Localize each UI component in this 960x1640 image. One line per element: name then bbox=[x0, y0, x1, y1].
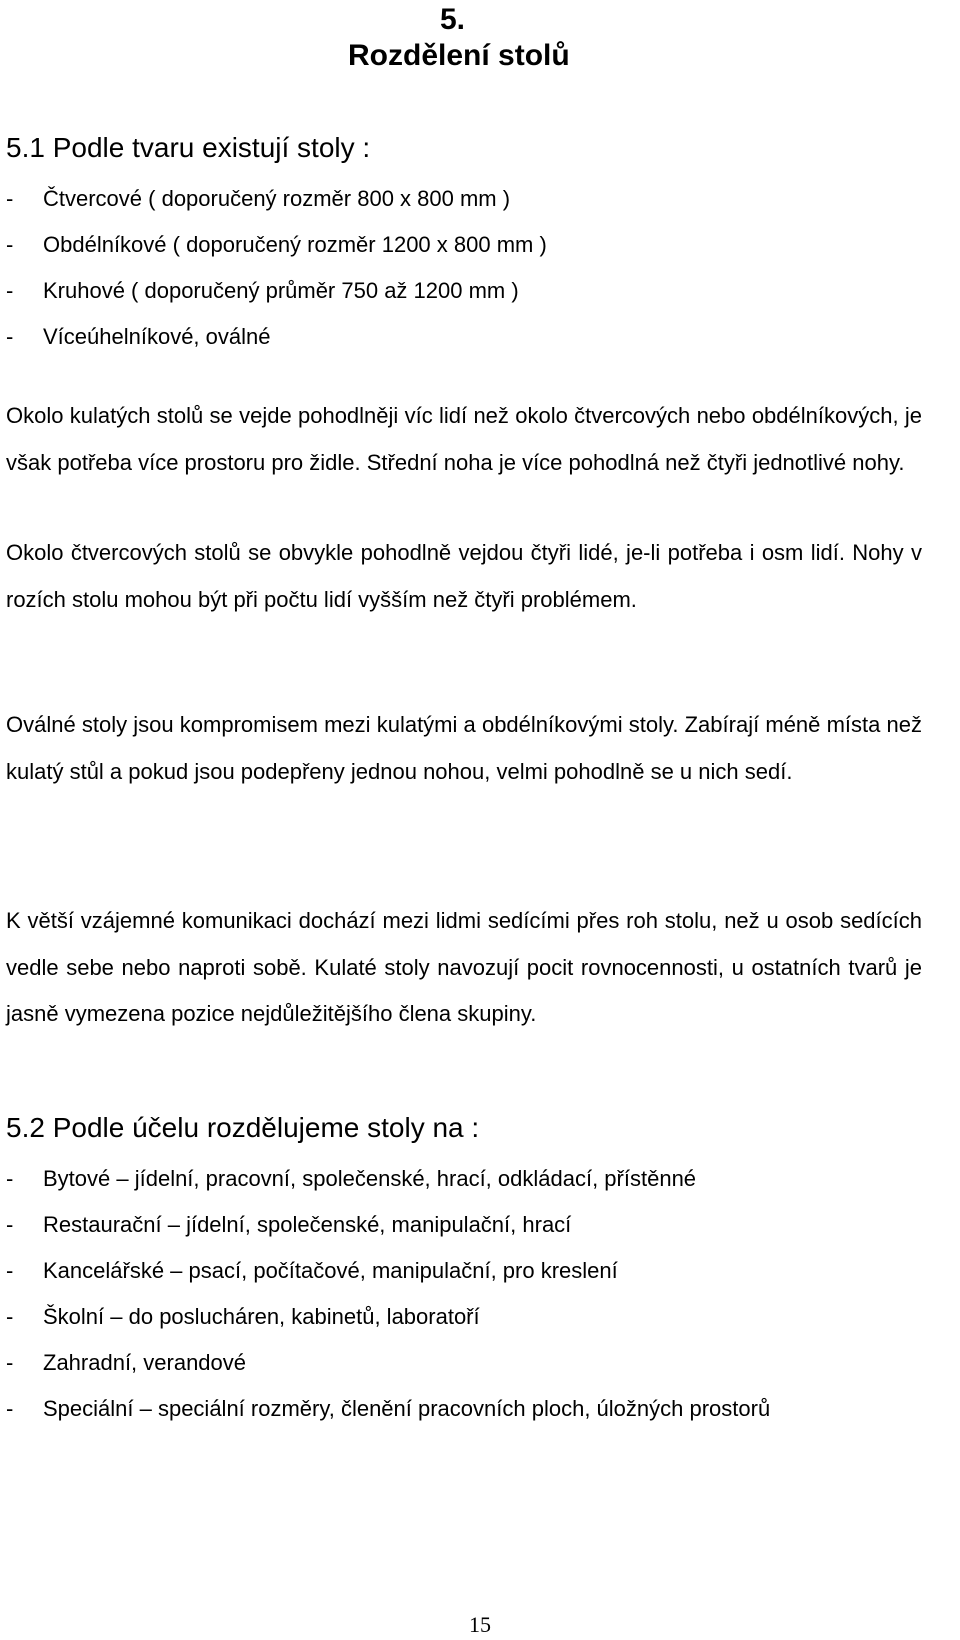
paragraph-square-tables: Okolo čtvercových stolů se obvykle pohodlně vejdou čtyři lidé, je-li potřeba i osm lidí. Nohy v rozích stolu mohou být při počtu lidí vyšším než čtyři problémem. bbox=[6, 540, 922, 612]
list-bullet: - bbox=[6, 1166, 14, 1191]
list-item-text: Víceúhelníkové, oválné bbox=[43, 324, 271, 349]
list-item-text: Kancelářské – psací, počítačové, manipulační, pro kreslení bbox=[43, 1258, 618, 1283]
list-bullet: - bbox=[6, 1304, 14, 1329]
list-item-text: Kruhové ( doporučený průměr 750 až 1200 mm ) bbox=[43, 278, 519, 303]
list-item-text: Čtvercové ( doporučený rozměr 800 x 800 mm ) bbox=[43, 186, 511, 211]
list-bullet: - bbox=[6, 1350, 14, 1375]
list-bullet: - bbox=[6, 324, 14, 349]
list-bullet: - bbox=[6, 1396, 14, 1421]
chapter-title-text: Rozdělení stolů bbox=[348, 39, 570, 72]
section-heading-purpose: 5.2 Podle účelu rozdělujeme stoly na : bbox=[6, 1112, 480, 1143]
list-bullet: - bbox=[6, 232, 14, 257]
list-item-text: Zahradní, verandové bbox=[43, 1350, 247, 1375]
list-item-text: Restaurační – jídelní, společenské, manipulační, hrací bbox=[43, 1212, 572, 1237]
section-heading-shape: 5.1 Podle tvaru existují stoly : bbox=[6, 132, 371, 163]
paragraph-communication: K větší vzájemné komunikaci dochází mezi lidmi sedícími přes roh stolu, než u osob sedících vedle sebe nebo naproti sobě. Kulaté stoly navozují pocit rovnocennosti, u ostatních tvarů je jasně vymezena pozice nejdůležitějšího člena skupiny. bbox=[6, 908, 922, 1026]
list-bullet: - bbox=[6, 186, 14, 211]
list-item-text: Školní – do poslucháren, kabinetů, laboratoří bbox=[43, 1304, 480, 1329]
list-item-text: Bytové – jídelní, pracovní, společenské, hrací, odkládací, přístěnné bbox=[43, 1166, 697, 1191]
list-bullet: - bbox=[6, 1258, 14, 1283]
chapter-number-text: 5. bbox=[440, 3, 466, 36]
list-item-text: Obdélníkové ( doporučený rozměr 1200 x 800 mm ) bbox=[43, 232, 547, 257]
paragraph-round-tables: Okolo kulatých stolů se vejde pohodlněji víc lidí než okolo čtvercových nebo obdélníkových, je však potřeba více prostoru pro židle. Střední noha je více pohodlná než čtyři jednotlivé nohy. bbox=[6, 403, 922, 475]
paragraph-oval-tables: Oválné stoly jsou kompromisem mezi kulatými a obdélníkovými stoly. Zabírají méně místa než kulatý stůl a pokud jsou podepřeny jednou nohou, velmi pohodlně se u nich sedí. bbox=[6, 712, 922, 784]
list-bullet: - bbox=[6, 278, 14, 303]
list-item-text: Speciální – speciální rozměry, členění pracovních ploch, úložných prostorů bbox=[43, 1396, 771, 1421]
list-bullet: - bbox=[6, 1212, 14, 1237]
page-number: 15 bbox=[469, 1612, 491, 1637]
